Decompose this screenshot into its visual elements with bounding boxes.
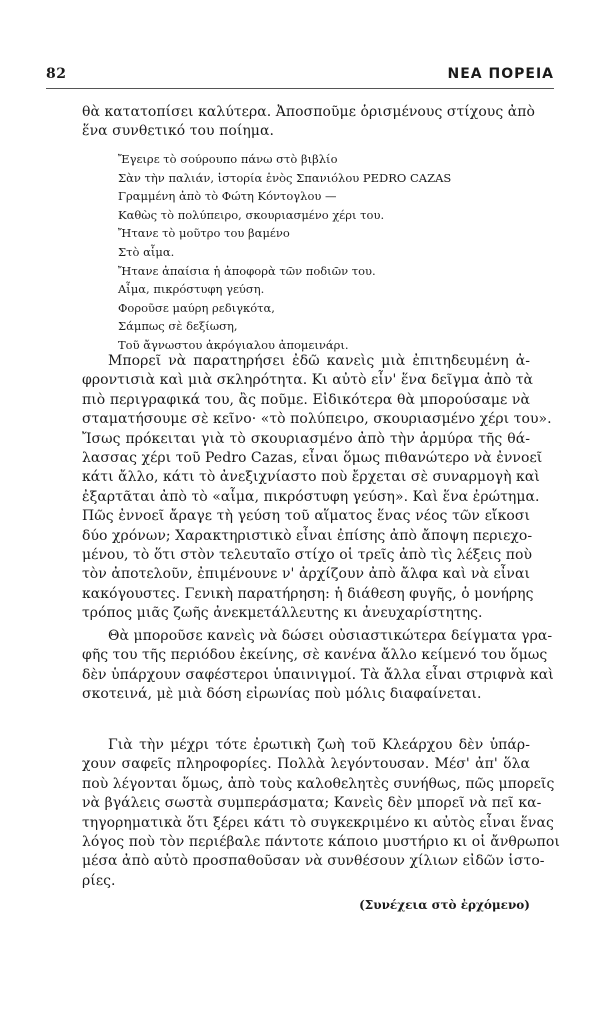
poem-line: Ἔγειρε τὸ σούρουπο πάνω στὸ βιβλίο — [118, 152, 338, 166]
poem-line: Σάμπως σὲ δεξίωση, — [118, 319, 238, 334]
poem-line: Αἷμα, πικρόστυφη γεύση. — [118, 282, 265, 297]
text-line: Γιὰ τὴν μέχρι τότε ἐρωτικὴ ζωὴ τοῦ Κλεάρχου δὲν ὑπάρ- — [108, 737, 530, 753]
text-line: τηγορηματικὰ ὅτι ξέρει κάτι τὸ συγκεκριμένο κι αὐτὸς εἶναι ἕνας — [82, 814, 554, 831]
poem-line: Φοροῦσε μαύρη ρεδιγκότα, — [118, 300, 275, 315]
poem-line: Ἤτανε ἀπαίσια ἡ ἀποφορὰ τῶν ποδιῶν του. — [118, 263, 376, 278]
poem-line: Ἤτανε τὸ μοῦτρο του βαμένο — [118, 226, 290, 241]
poem-line: Καθὼς τὸ πολύπειρο, σκουριασμένο χέρι του. — [118, 207, 385, 222]
text-line: ποὺ λέγονται ὅμως, ἀπὸ τοὺς καλοθελητὲς συνήθως, πῶς μπορεῖς — [82, 775, 555, 792]
text-line: χουν σαφεῖς πληροφορίες. Πολλὰ λεγόντουσαν. Μέσ' ἀπ' ὅλα — [82, 756, 530, 773]
text-line: δὲν ὑπάρχουν σαφέστεροι ὑπαινιγμοί. Τὰ ἄλλα εἶναι στριφνὰ καὶ — [82, 666, 554, 683]
text-line: τρόπος μιᾶς ζωῆς ἀνεκμετάλλευτης κι ἀνευχαρίστητης. — [82, 605, 483, 622]
text-line: ρίες. — [82, 872, 116, 889]
text-line: σκοτεινά, μὲ μιὰ δόση εἰρωνίας ποὺ μόλις διαφαίνεται. — [82, 686, 482, 703]
text-line: μένου, τὸ ὅτι στὸν τελευταῖο στίχο οἱ τρεῖς ἀπὸ τὶς λέξεις ποὺ — [82, 547, 533, 564]
text-line: κακόγουστες. Γενικὴ παρατήρηση: ἡ διάθεση φυγῆς, ὁ μονήρης — [82, 585, 534, 602]
text-line: ἕνα συνθετικό του ποίημα. — [82, 123, 274, 140]
text-line: λόγος ποὺ τὸν περιέβαλε πάντοτε κάποιο μυστήριο κι οἱ ἄνθρωποι — [82, 834, 560, 851]
text-line: μέσα ἀπὸ αὐτὸ προσπαθοῦσαν νὰ συνθέσουν χίλιων εἰδῶν ἱστο- — [82, 853, 545, 870]
poem-line: Σὰν τὴν παλιάν, ἱστορία ἑνὸς Σπανιόλου PEDRO CAZAS — [118, 170, 452, 185]
text-line: φροντισιὰ καὶ μιὰ σκληρότητα. Κι αὐτὸ εἶν' ἕνα δεῖγμα ἀπὸ τὰ — [82, 372, 533, 389]
poem-line: Τοῦ ἄγνωστου ἀκρόγιαλου ἀπομεινάρι. — [118, 337, 349, 352]
intro-paragraph — [82, 103, 535, 142]
text-line: τὸν ἀποτελοῦν, ἐπιμένουνε ν' ἀρχίζουν ἀπὸ ἄλφα καὶ νὰ εἶναι — [82, 566, 530, 583]
text-line: ἐξαρτᾶται ἀπὸ τὸ «αἷμα, πικρόστυφη γεύση». Καὶ ἕνα ἐρώτημα. — [82, 488, 540, 505]
love-life-paragraph — [82, 736, 560, 891]
text-line: φῆς του τῆς περιόδου ἐκείνης, σὲ κανένα ἄλλο κείμενό του ὅμως — [82, 647, 548, 664]
text-line: Θὰ μποροῦσε κανεὶς νὰ δώσει οὐσιαστικώτερα δείγματα γρα- — [108, 628, 553, 644]
poem-line: Στὸ αἷμα. — [118, 244, 175, 259]
text-line: Ἴσως πρόκειται γιὰ τὸ σκουριασμένο ἀπὸ τὴν ἁρμύρα τῆς θά- — [82, 430, 530, 447]
samples-paragraph — [82, 627, 554, 705]
continuation-note: (Συνέχεια στὸ ἐρχόμενο) — [359, 898, 530, 912]
text-line: Μπορεῖ νὰ παρατηρήσει ἐδῶ κανεὶς μιὰ ἐπιτηδευμένη ἀ- — [108, 353, 530, 369]
text-line: νὰ βγάλεις σωστὰ συμπεράσματα; Κανεὶς δὲν μπορεῖ νὰ πεῖ κα- — [82, 795, 542, 812]
page-number: 82 — [46, 66, 67, 82]
text-line: κάτι ἄλλο, κάτι τὸ ἀνεξιχνίαστο ποὺ ἔρχεται σὲ συναρμογὴ καὶ — [82, 469, 540, 486]
analysis-paragraph — [82, 352, 552, 624]
page-header — [46, 62, 554, 89]
poem-excerpt — [118, 150, 538, 355]
poem-line: Γραμμένη ἀπὸ τὸ Φώτη Κόντογλου — — [118, 189, 337, 204]
text-line: λασσας χέρι τοῦ Pedro Cazas, εἶναι ὅμως πιθανώτερο νὰ ἐννοεῖ — [82, 450, 543, 467]
text-line: θὰ κατατοπίσει καλύτερα. Ἀποσποῦμε ὁρισμένους στίχους ἀπὸ — [82, 104, 535, 120]
text-line: δύο χρόνων; Χαρακτηριστικὸ εἶναι ἐπίσης ἀπὸ ἄποψη περιεχο- — [82, 527, 533, 544]
text-line: πιὸ περιγραφικά του, ἂς ποῦμε. Εἰδικότερα θὰ μπορούσαμε νὰ — [82, 391, 530, 408]
text-line: Πῶς ἐννοεῖ ἄραγε τὴ γεύση τοῦ αἵματος ἕνας νέος τῶν εἴκοσι — [82, 508, 530, 525]
text-line: σταματήσουμε σὲ κεῖνο· «τὸ πολύπειρο, σκουριασμένο χέρι του». — [82, 411, 552, 428]
journal-title: ΝΕΑ ΠΟΡΕΙΑ — [447, 66, 554, 82]
